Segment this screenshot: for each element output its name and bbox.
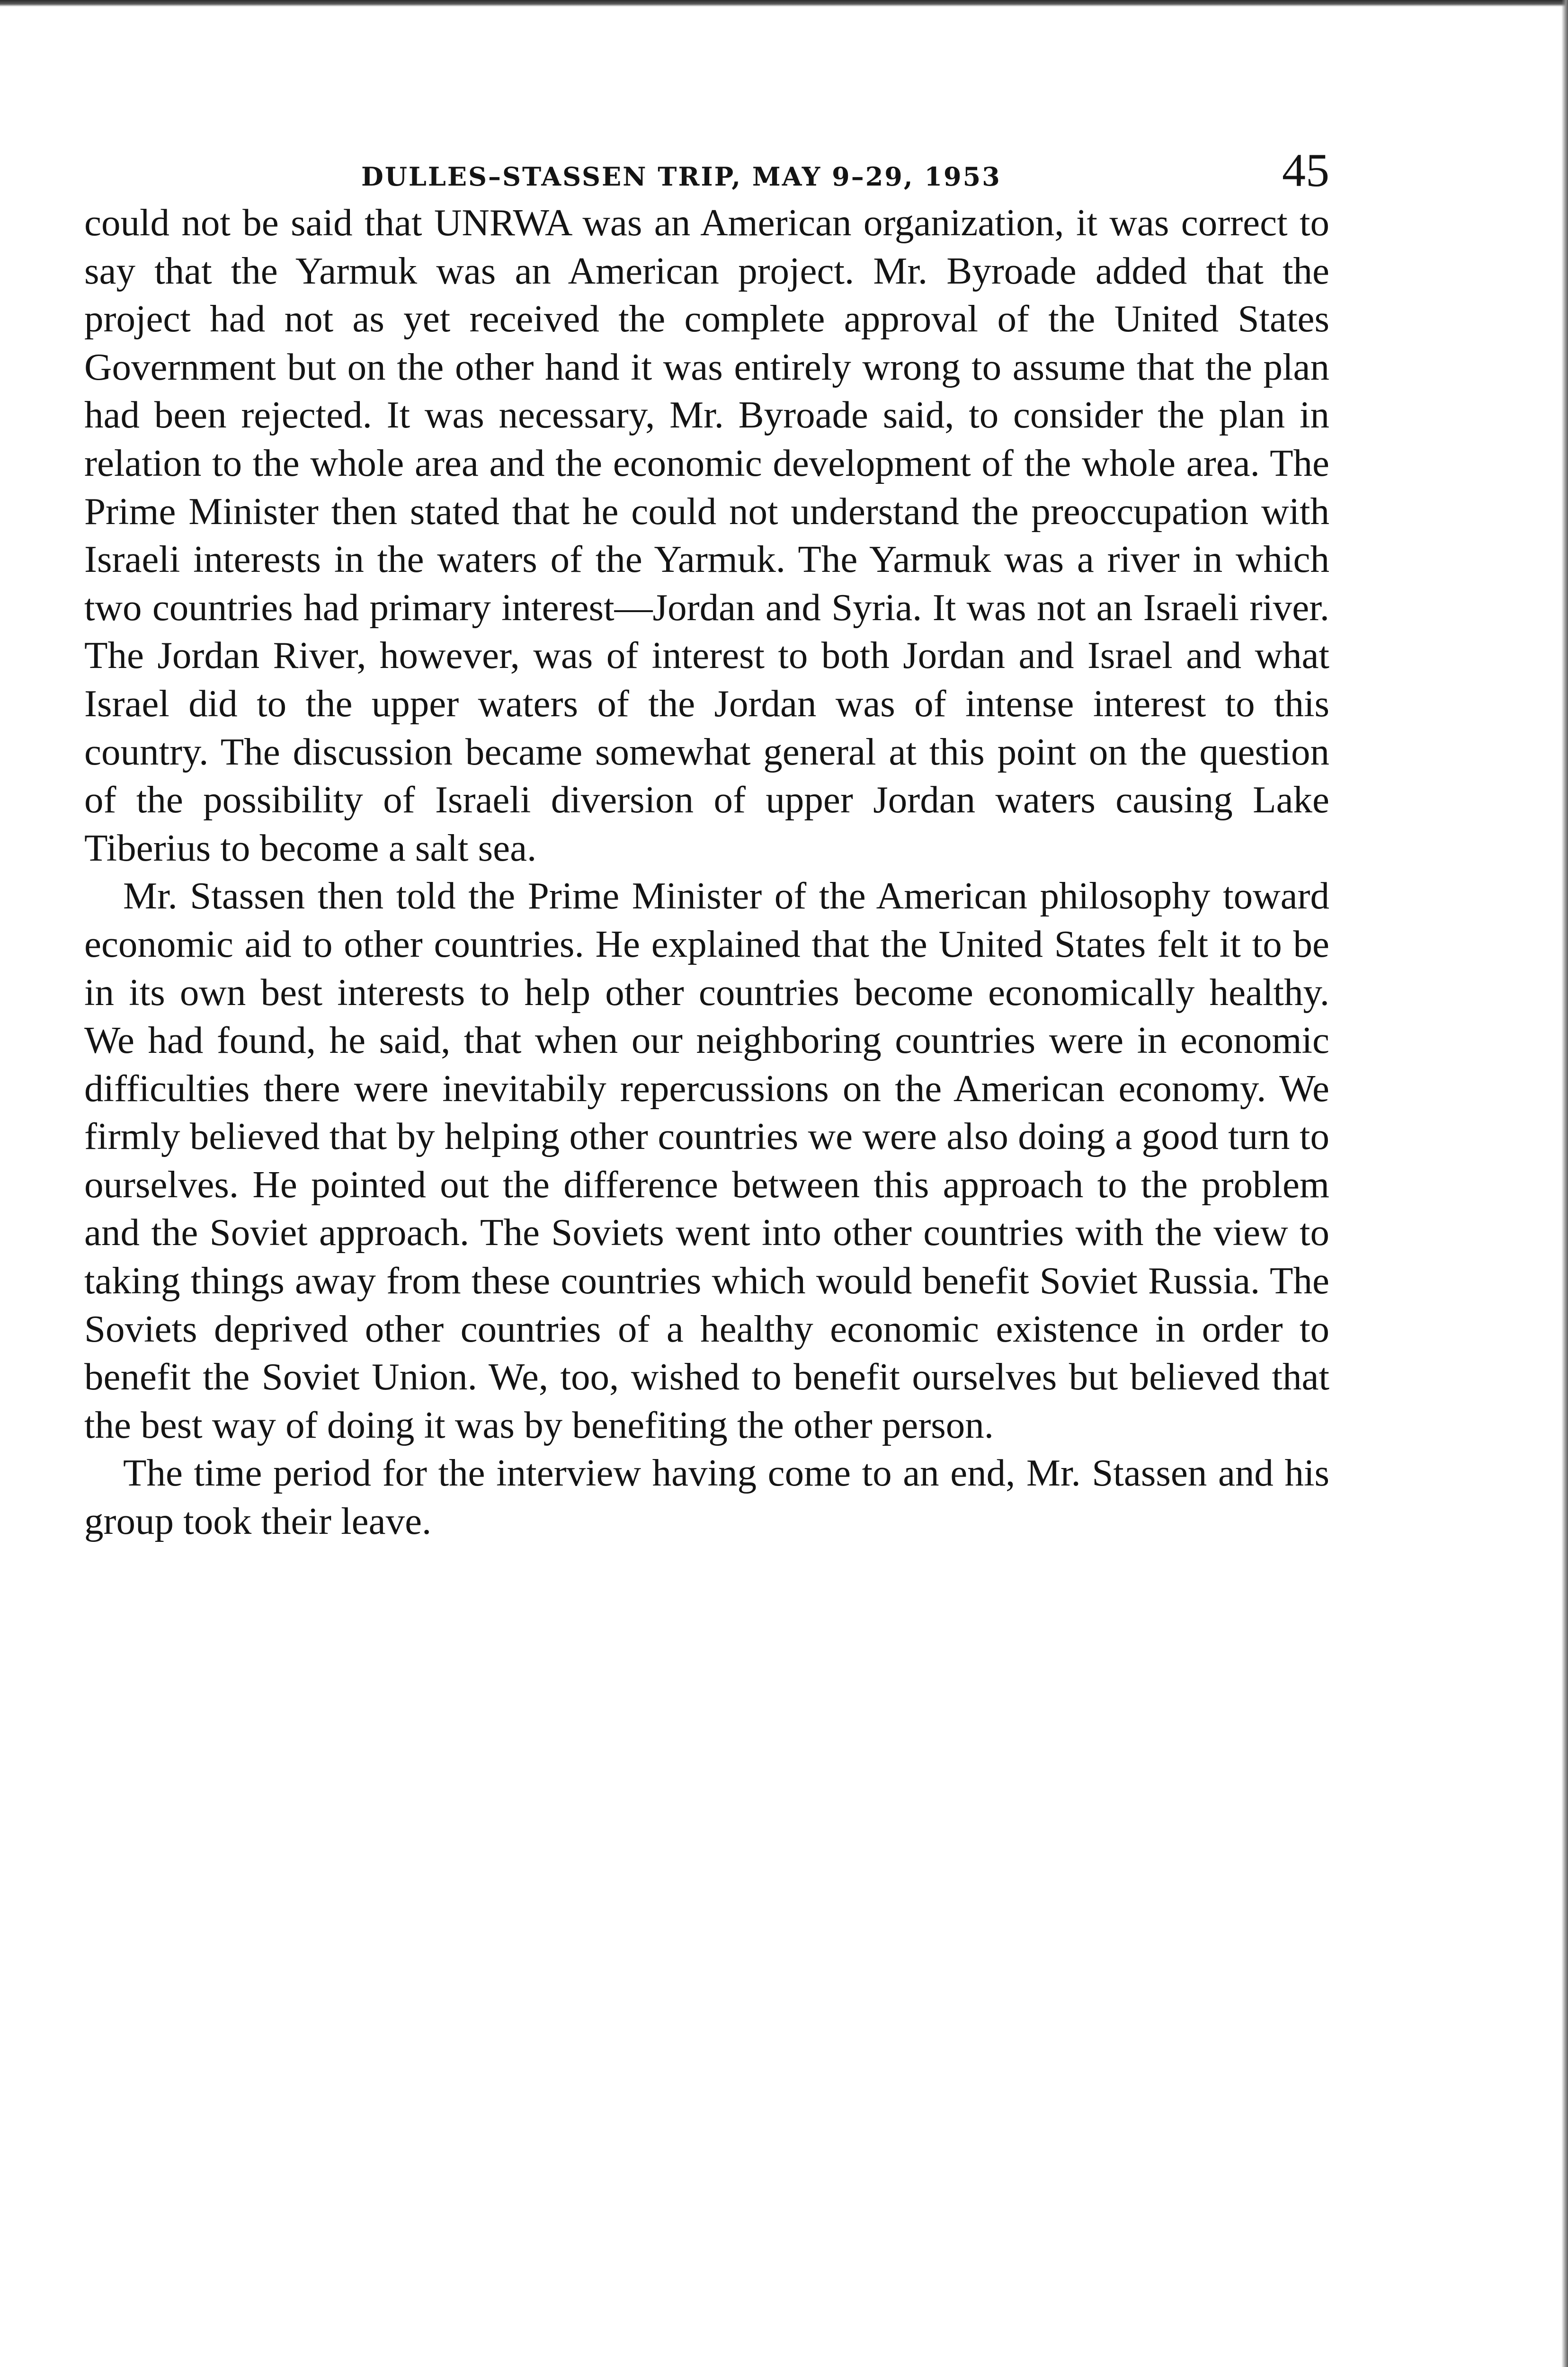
scan-right-edge xyxy=(1561,0,1568,2367)
paragraph-closing: The time period for the interview having come to an end, Mr. Stassen and his group took their leave. xyxy=(84,1451,1329,1543)
paragraph-stassen-philosophy: Mr. Stassen then told the Prime Minister of the American philosophy toward economic aid to other countries. He explained that the United States felt it to be in its own best interests to help other countries become economically healthy. We had found, he said, that when our neighboring countries were in economic difficulties there were inevitabily repercussions on the American economy. We firmly believed that by helping other countries we were also doing a good turn to ourselves. He pointed out the difference between this approach to the problem and the Soviet approach. The Soviets went into other countries with the view to taking things away from these countries which would benefit Soviet Russia. The Soviets deprived other countries of a healthy economic existence in order to benefit the Soviet Union. We, too, wished to benefit ourselves but believed that the best way of doing it was by benefiting the other person. xyxy=(84,874,1329,1446)
document-page xyxy=(84,142,1329,1546)
page-number: 45 xyxy=(1282,144,1329,196)
running-title: DULLES–STASSEN TRIP, MAY 9–29, 1953 xyxy=(361,161,1001,192)
scan-top-edge xyxy=(0,0,1568,7)
paragraph-continuation: could not be said that UNRWA was an American organization, it was correct to say that the Yarmuk was an American project. Mr. Byroade added that the project had not as yet received the complete approval of the United States Government but on the other hand it was entirely wrong to assume that the plan had been rejected. It was necessary, Mr. Byroade said, to consider the plan in relation to the whole area and the economic development of the whole area. The Prime Minister then stated that he could not understand the preoccupation with Israeli interests in the waters of the Yarmuk. The Yarmuk was a river in which two countries had primary interest—Jordan and Syria. It was not an Israeli river. The Jordan River, however, was of interest to both Jordan and Israel and what Israel did to the upper waters of the Jordan was of intense interest to this country. The discussion became somewhat general at this point on the question of the possibility of Israeli diversion of upper Jordan waters causing Lake Tiberius to become a salt sea. xyxy=(84,201,1329,869)
body-text xyxy=(84,199,1329,1546)
running-head xyxy=(84,142,1329,199)
